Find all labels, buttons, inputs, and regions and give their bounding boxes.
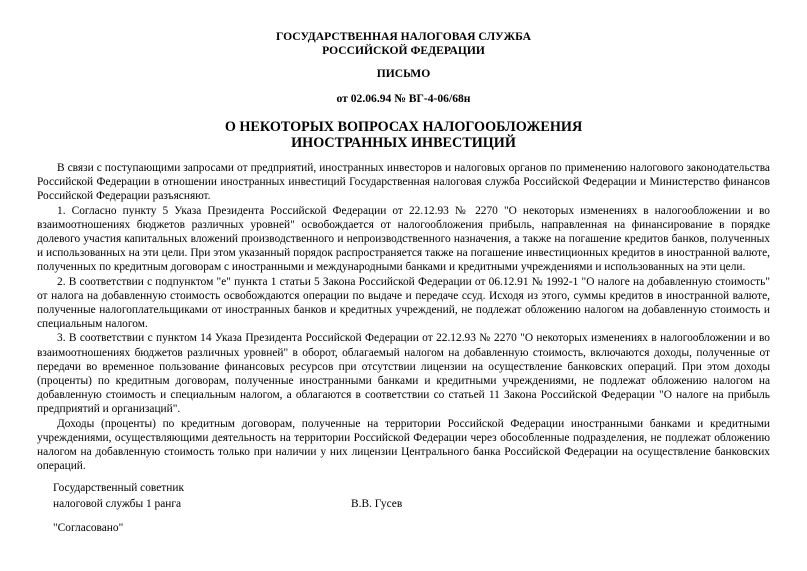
signature-block [37, 481, 770, 537]
paragraph-4: Доходы (проценты) по кредитным договорам, полученные на территории Российской Федерации иностранными банками и кредитными учреждениями, осуществляющими деятельность на территории Российской Федерации через обособленные подразделения, не подлежат обложению налогом на добавленную стоимость только при наличии у них лицензии Центрального банка Российской Федерации на осуществление банковских операций. [37, 417, 770, 473]
signatory-name: В.В. Гусев [351, 498, 403, 511]
title-line-2: ИНОСТРАННЫХ ИНВЕСТИЦИЙ [291, 135, 516, 151]
issuing-authority [37, 30, 770, 58]
title-line-1: О НЕКОТОРЫХ ВОПРОСАХ НАЛОГООБЛОЖЕНИЯ [224, 119, 583, 135]
signatory-position-line-1: Государственный советник [53, 482, 185, 495]
document-number: от 02.06.94 № ВГ-4-06/68н [336, 92, 471, 105]
document-type: ПИСЬМО [376, 67, 431, 80]
document-page [37, 30, 770, 537]
document-body [37, 161, 770, 473]
authority-line-1: ГОСУДАРСТВЕННАЯ НАЛОГОВАЯ СЛУЖБА [275, 30, 531, 43]
paragraph-1: 1. Согласно пункту 5 Указа Президента Российской Федерации от 22.12.93 № 2270 "О некоторых изменениях в налогообложении и во взаимоотношениях бюджетов различных уровней" освобождается от налогообложения прибыль, направленная на финансирование в порядке долевого участия капитальных вложений производственного и непроизводственного назначения, а также на погашение кредитов банков, полученных и использованных на эти цели. При этом указанный порядок распространяется также на погашение инвестиционных кредитов в иностранной валюте, полученных по кредитным договорам с иностранными и международными банками и кредитными учреждениями и использованных на эти цели. [37, 204, 770, 274]
signatory-position-line-2: налоговой службы 1 ранга [53, 498, 182, 511]
paragraph-intro: В связи с поступающими запросами от предприятий, иностранных инвесторов и налоговых органов по применению налогового законодательства Российской Федерации в отношении иностранных инвестиций Государственная налоговая служба Российской Федерации и Министерство финансов Российской Федерации разъясняют. [37, 162, 770, 203]
approval-mark: "Согласовано" [53, 522, 124, 535]
document-title [37, 119, 770, 151]
authority-line-2: РОССИЙСКОЙ ФЕДЕРАЦИИ [322, 44, 485, 57]
paragraph-3: 3. В соответствии с пунктом 14 Указа Президента Российской Федерации от 22.12.93 № 2270 "О некоторых изменениях в налогообложении и во взаимоотношениях бюджетов различных уровней" в оборот, облагаемый налогом на добавленную стоимость, включаются доходы, полученные от передачи во временное пользование финансовых ресурсов при отсутствии лицензии на осуществление банковских операций. При этом доходы (проценты) по кредитным договорам, полученные иностранными банками и кредитными учреждениями, не подлежат обложению налогом на добавленную стоимость и специальным налогом, а облагаются в соответствии со статьей 11 Закона Российской Федерации "О налоге на прибыль предприятий и организаций". [37, 332, 770, 416]
paragraph-2: 2. В соответствии с подпунктом "е" пункта 1 статьи 5 Закона Российской Федерации от 06.12.91 № 1992-1 "О налоге на добавленную стоимость" от налога на добавленную стоимость освобождаются операции по выдаче и передаче ссуд. Исходя из этого, суммы кредитов в иностранной валюте, полученные налогоплательщиками от иностранных банков и кредитных учреждений, не подлежат обложению налогом на добавленную стоимость и специальным налогом. [37, 275, 770, 331]
